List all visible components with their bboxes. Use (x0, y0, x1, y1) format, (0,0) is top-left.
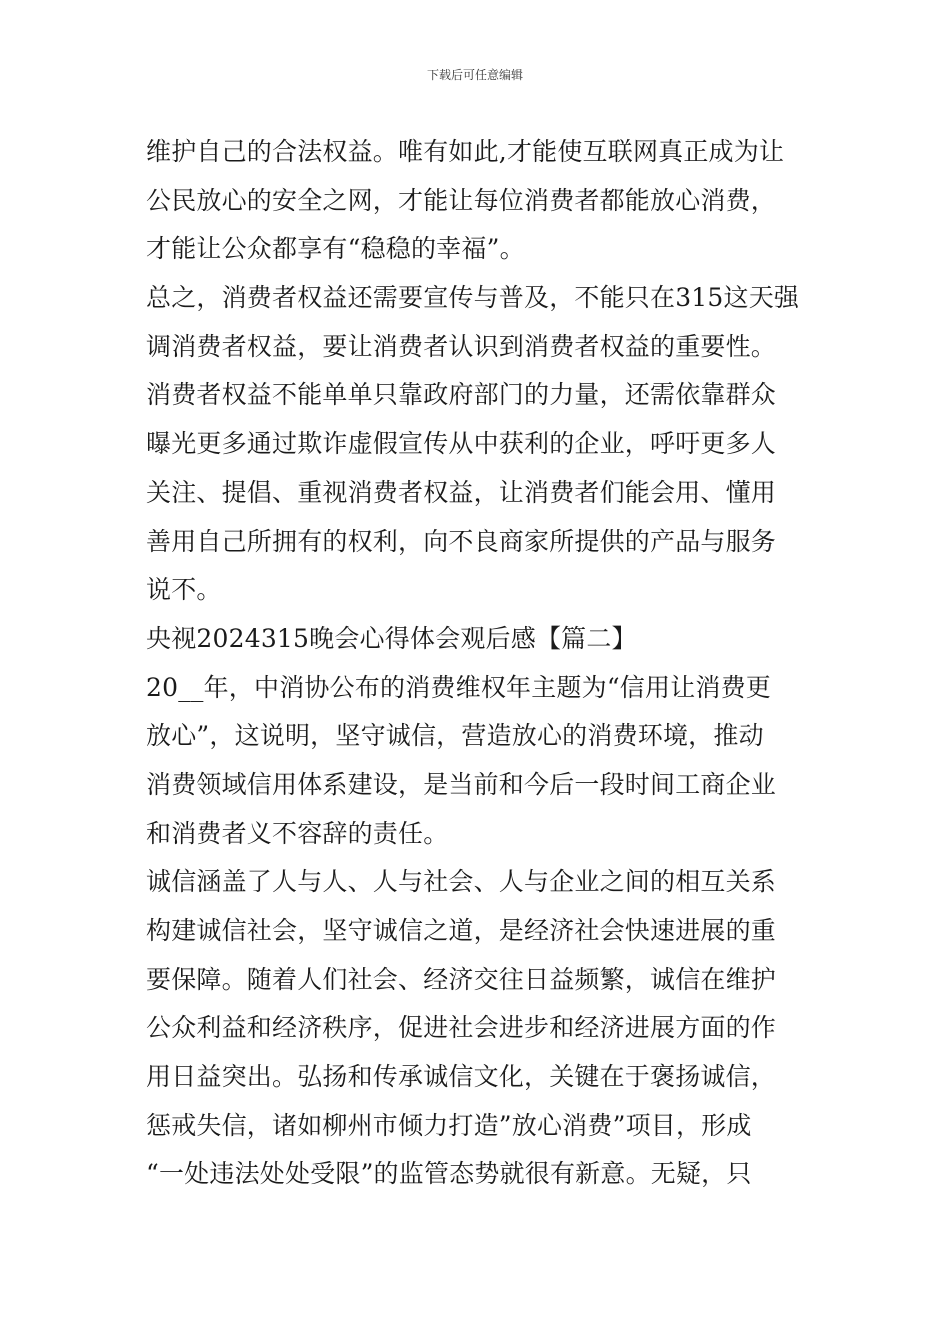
text-line: 曝光更多通过欺诈虚假宣传从中获利的企业，呼吁更多人 (146, 429, 777, 459)
text-line: 用日益突出。弘扬和传承诚信文化，关键在于褒扬诚信， (146, 1062, 777, 1092)
page-header: 下载后可任意编辑 (426, 68, 523, 82)
document-body (146, 128, 811, 1199)
text-line: 才能让公众都享有“稳稳的幸福”。 (146, 234, 525, 264)
text-line: 消费者权益不能单单只靠政府部门的力量，还需依靠群众 (146, 380, 777, 410)
text-line: 消费领域信用体系建设，是当前和今后一段时间工商企业 (146, 769, 777, 799)
text-line: 调消费者权益，要让消费者认识到消费者权益的重要性。 (146, 331, 777, 361)
text-line: 关注、提倡、重视消费者权益，让消费者们能会用、懂用 (146, 477, 777, 507)
text-line: 构建诚信社会，坚守诚信之道，是经济社会快速进展的重 (146, 916, 777, 945)
text-line: 和消费者义不容辞的责任。 (146, 818, 449, 848)
text-line: 善用自己所拥有的权利，向不良商家所提供的产品与服务 (146, 526, 777, 556)
text-line: 总之，消费者权益还需要宣传与普及，不能只在315这天强 (146, 283, 800, 313)
text-line: 公众利益和经济秩序，促进社会进步和经济进展方面的作 (146, 1013, 777, 1043)
text-line: 要保障。随着人们社会、经济交往日益频繁，诚信在维护 (146, 964, 777, 994)
text-line: “一处违法处处受限”的监管态势就很有新意。无疑，只 (146, 1159, 752, 1189)
text-line: 20__年，中消协公布的消费维权年主题为“信用让消费更 (146, 672, 771, 702)
text-line: 公民放心的安全之网，才能让每位消费者都能放心消费， (146, 185, 777, 215)
text-line: 诚信涵盖了人与人、人与社会、人与企业之间的相互关系 (146, 867, 777, 897)
text-line: 说不。 (146, 575, 222, 605)
text-line: 放心”，这说明，坚守诚信，营造放心的消费环境，推动 (146, 721, 764, 751)
section-heading: 央视2024315晚会心得体会观后感【篇二】 (146, 623, 637, 653)
text-line: 维护自己的合法权益。唯有如此,才能使互联网真正成为让 (146, 137, 785, 166)
text-line: 惩戒失信，诸如柳州市倾力打造”放心消费”项目，形成 (146, 1110, 752, 1140)
